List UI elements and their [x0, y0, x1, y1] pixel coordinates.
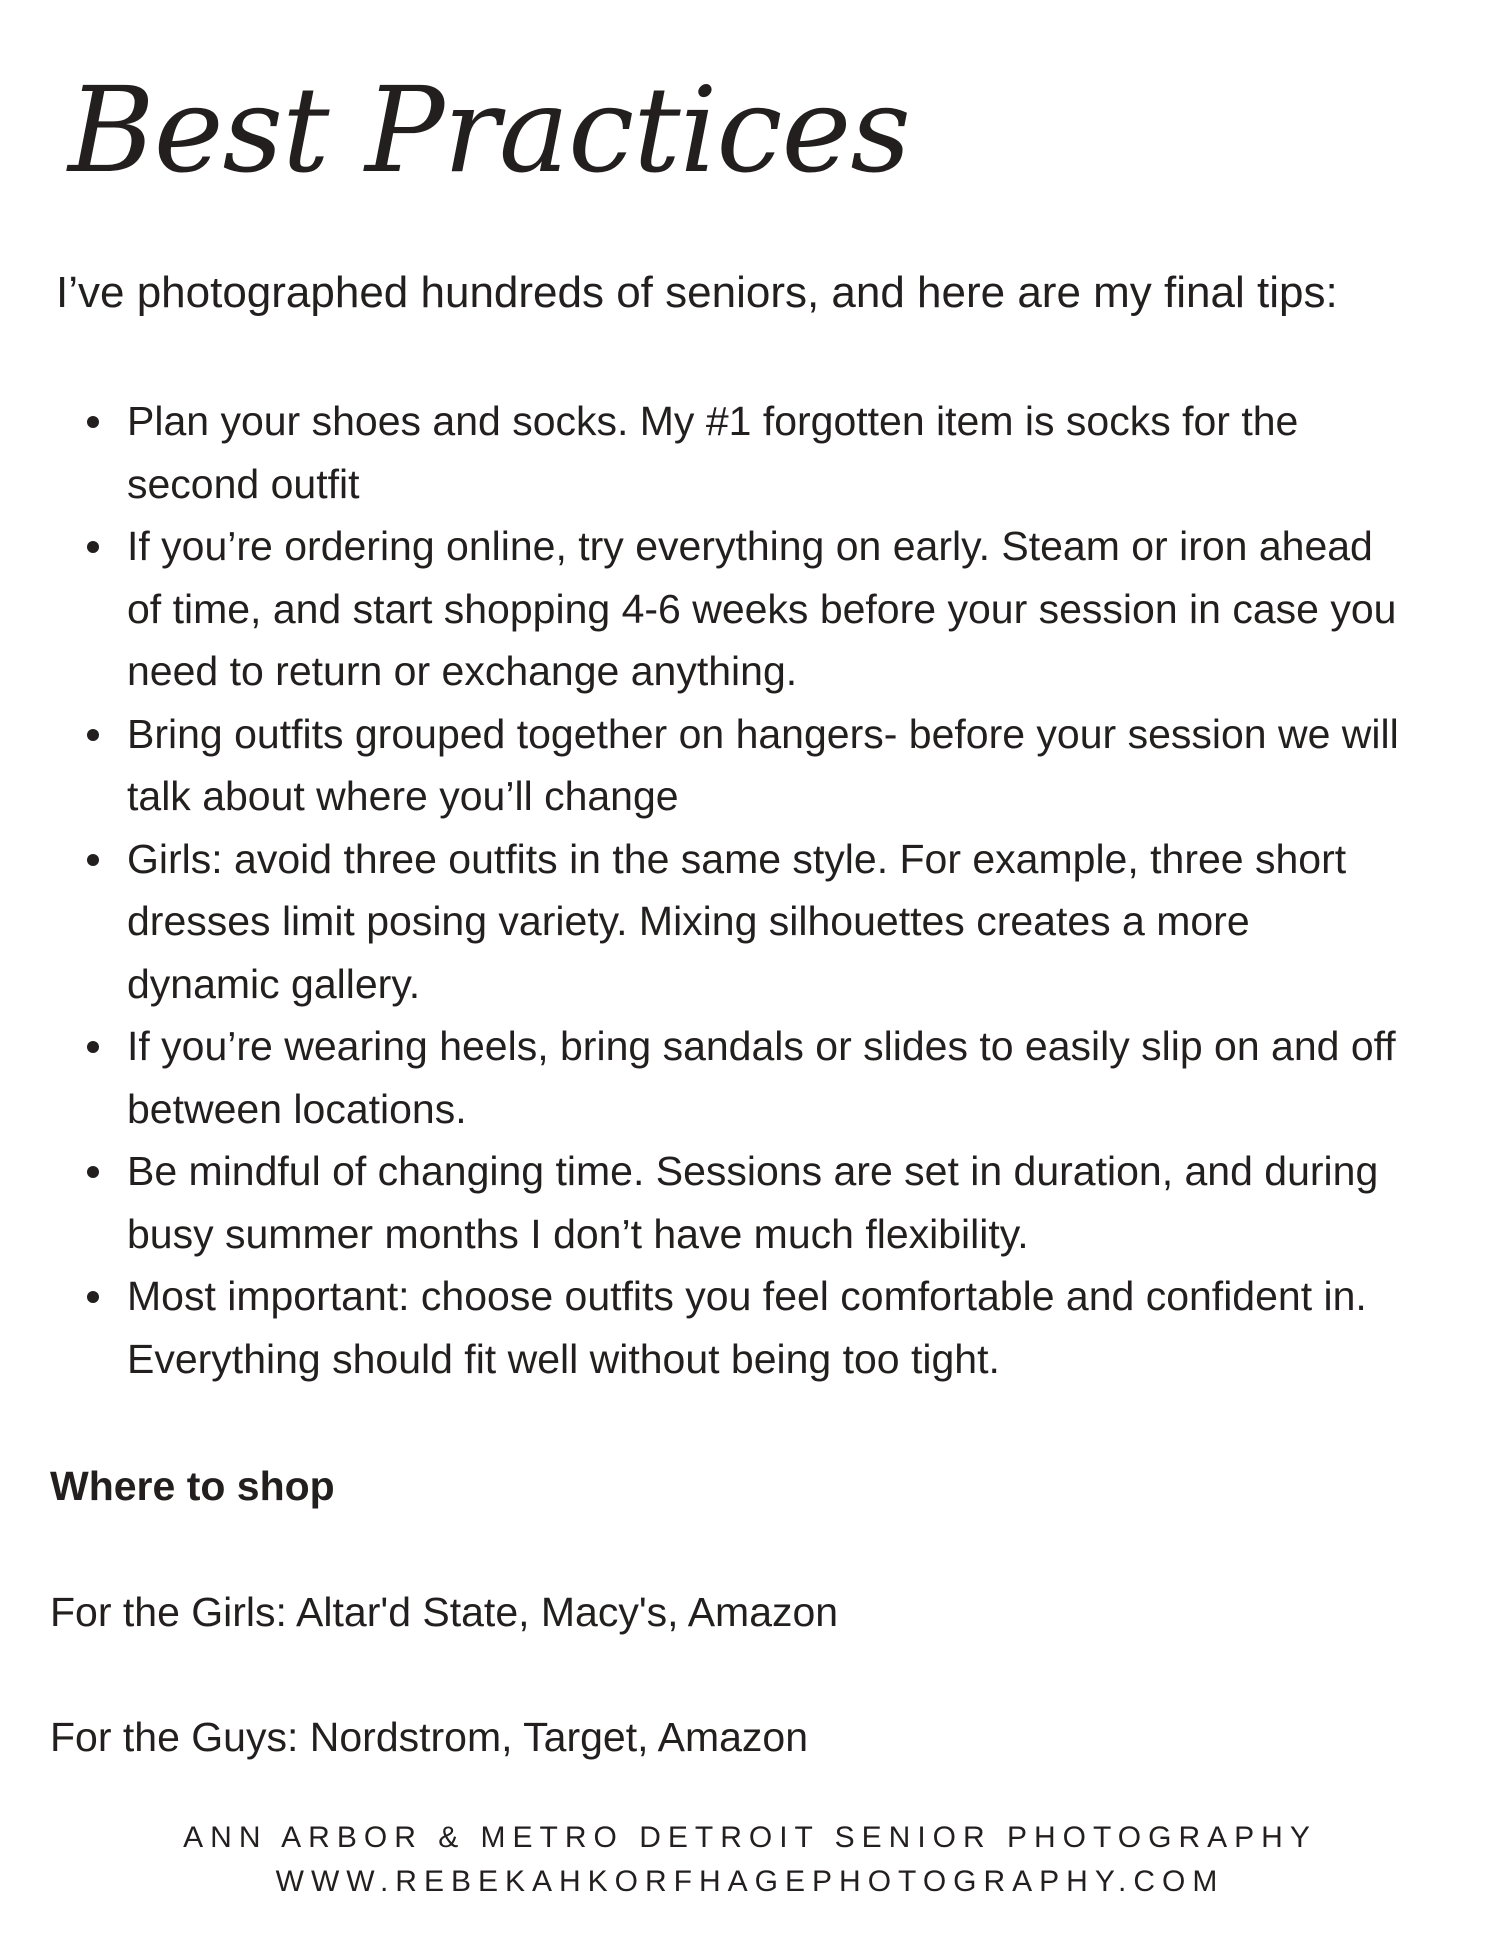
- tip-text: If you’re ordering online, try everything on early. Steam or iron ahead of time, and start shopping 4-6 weeks before your session in case you need to return or exchange anything.: [127, 523, 1397, 694]
- footer-website: WWW.REBEKAHKORFHAGEPHOTOGRAPHY.COM: [275, 1865, 1225, 1898]
- page-title: Best Practices: [68, 61, 910, 199]
- list-item: [70, 390, 1410, 515]
- intro-text: I’ve photographed hundreds of seniors, and here are my final tips:: [56, 268, 1338, 317]
- list-item: [70, 1265, 1410, 1390]
- bullet-icon: [87, 729, 99, 741]
- list-item: [70, 515, 1410, 703]
- tip-text: Bring outfits grouped together on hangers- before your session we will talk about where you’ll change: [127, 710, 1399, 819]
- list-item: [70, 1015, 1410, 1140]
- tips-list: [70, 390, 1410, 1390]
- bullet-icon: [87, 1166, 99, 1178]
- list-item: [70, 1140, 1410, 1265]
- bullet-icon: [87, 1291, 99, 1303]
- tip-text: Girls: avoid three outfits in the same style. For example, three short dresses limit posing variety. Mixing silhouettes creates a more dynamic gallery.: [127, 835, 1347, 1007]
- list-item: [70, 828, 1410, 1016]
- shop-guys-text: For the Guys: Nordstrom, Target, Amazon: [50, 1714, 809, 1760]
- shop-girls-text: For the Girls: Altar'd State, Macy's, Amazon: [50, 1589, 839, 1635]
- bullet-icon: [87, 541, 99, 553]
- where-to-shop-heading: Where to shop: [50, 1463, 335, 1509]
- list-item: [70, 703, 1410, 828]
- tip-text: If you’re wearing heels, bring sandals or slides to easily slip on and off between locations.: [127, 1023, 1396, 1132]
- bullet-icon: [87, 1041, 99, 1053]
- tip-text: Most important: choose outfits you feel comfortable and confident in. Everything should fit well without being too tight.: [127, 1273, 1367, 1382]
- bullet-icon: [87, 854, 99, 866]
- tip-text: Plan your shoes and socks. My #1 forgotten item is socks for the second outfit: [127, 398, 1299, 507]
- footer-tagline: ANN ARBOR & METRO DETROIT SENIOR PHOTOGRAPHY: [183, 1821, 1317, 1854]
- bullet-icon: [87, 416, 99, 428]
- tip-text: Be mindful of changing time. Sessions are set in duration, and during busy summer months I don’t have much flexibility.: [127, 1148, 1379, 1257]
